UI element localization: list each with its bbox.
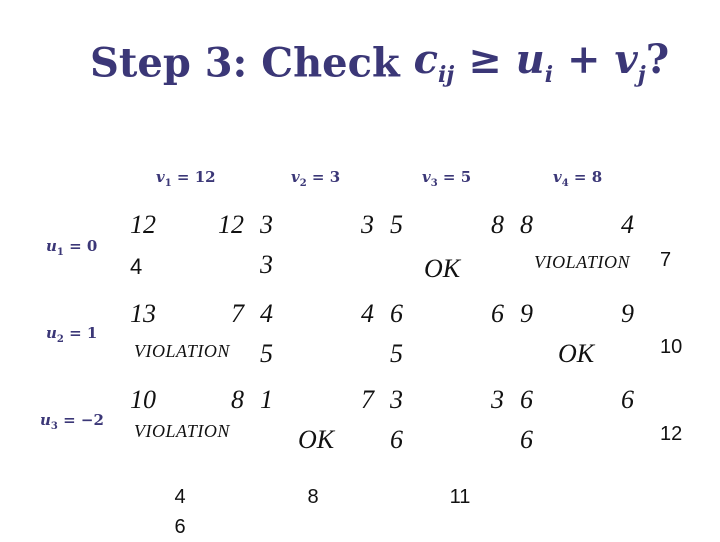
title-u-sub: i — [544, 62, 554, 88]
u3-val: = −2 — [57, 411, 104, 429]
u2-label — [46, 324, 97, 345]
ui-vj-sum: 6 — [621, 385, 634, 414]
u2-sub: 2 — [56, 334, 64, 345]
cell-r3-c1 — [122, 383, 252, 469]
cell-r2-c2 — [252, 297, 382, 383]
allocation: 6 — [390, 425, 403, 454]
cost: 3 — [260, 210, 273, 239]
cost: 1 — [260, 385, 273, 414]
v2-val: = 3 — [306, 168, 341, 186]
allocation: 6 — [520, 425, 533, 454]
cell-r1-c1 — [122, 208, 252, 294]
supply-row2: 10 — [660, 336, 683, 358]
demand-col1 — [165, 482, 195, 542]
v4-sub: 4 — [561, 178, 569, 189]
v2-sym: v — [291, 168, 300, 186]
v2-label — [291, 168, 340, 189]
v3-val: = 5 — [437, 168, 472, 186]
title-v-sub: j — [637, 62, 646, 88]
v1-label — [156, 168, 216, 189]
ok-status: OK — [298, 425, 335, 454]
u2-val: = 1 — [63, 324, 98, 342]
ui-vj-sum: 4 — [621, 210, 634, 239]
cost: 6 — [520, 385, 533, 414]
title-prefix: Step 3: Check — [90, 39, 414, 87]
v1-val: = 12 — [171, 168, 216, 186]
ui-vj-sum: 7 — [231, 299, 244, 328]
ui-vj-sum: 8 — [491, 210, 504, 239]
supply-row1: 7 — [660, 249, 672, 271]
u3-label — [40, 411, 104, 432]
cost: 4 — [260, 299, 273, 328]
u1-sub: 1 — [56, 247, 64, 258]
cost: 6 — [390, 299, 403, 328]
v4-label — [553, 168, 602, 189]
cell-r3-c2 — [252, 383, 382, 469]
cell-r2-c4 — [512, 297, 642, 383]
cost: 3 — [390, 385, 403, 414]
violation-status: VIOLATION — [134, 341, 230, 361]
demand-col1-a: 4 — [174, 486, 186, 508]
title-suffix: ? — [645, 36, 670, 83]
violation-status: VIOLATION — [134, 421, 230, 441]
v1-sym: v — [156, 168, 165, 186]
cell-r2-c3 — [382, 297, 512, 383]
cost: 8 — [520, 210, 533, 239]
ui-vj-sum: 6 — [491, 299, 504, 328]
allocation: 5 — [390, 339, 403, 368]
allocation: 5 — [260, 339, 273, 368]
v4-sym: v — [553, 168, 562, 186]
title-u-sym: u — [515, 36, 545, 83]
title-v-sym: v — [614, 36, 638, 83]
cell-r1-c3 — [382, 208, 512, 294]
v4-val: = 8 — [568, 168, 603, 186]
title-c-sym: c — [413, 36, 438, 83]
v3-label — [422, 168, 471, 189]
title-v — [614, 36, 646, 88]
slide-title — [90, 36, 690, 96]
ui-vj-sum: 12 — [218, 210, 244, 239]
cost: 13 — [130, 299, 156, 328]
ok-status: OK — [424, 254, 461, 283]
violation-status: VIOLATION — [534, 252, 630, 272]
v3-sym: v — [422, 168, 431, 186]
demand-col2: 8 — [307, 486, 319, 508]
ui-vj-sum: 3 — [491, 385, 504, 414]
v1-sub: 1 — [164, 178, 172, 189]
ui-vj-sum: 8 — [231, 385, 244, 414]
ui-vj-sum: 9 — [621, 299, 634, 328]
cell-r1-c4 — [512, 208, 642, 294]
demand-col1-b: 6 — [174, 516, 186, 538]
allocation: 4 — [130, 254, 143, 279]
cost: 12 — [130, 210, 156, 239]
title-geq: ≥ — [454, 36, 516, 83]
cost: 5 — [390, 210, 403, 239]
supply-row3: 12 — [660, 423, 683, 445]
title-c-sub: ij — [437, 62, 455, 88]
ui-vj-sum: 4 — [361, 299, 374, 328]
cost: 10 — [130, 385, 156, 414]
cell-r3-c4 — [512, 383, 642, 469]
v2-sub: 2 — [299, 178, 307, 189]
ok-status: OK — [558, 339, 595, 368]
ui-vj-sum: 3 — [361, 210, 374, 239]
u3-sub: 3 — [50, 421, 58, 432]
ui-vj-sum: 7 — [361, 385, 374, 414]
u1-label — [46, 237, 97, 258]
cost: 9 — [520, 299, 533, 328]
demand-col3: 11 — [449, 486, 471, 508]
u1-val: = 0 — [63, 237, 98, 255]
u2-sym: u — [46, 324, 57, 342]
cell-r3-c3 — [382, 383, 512, 469]
cell-r1-c2 — [252, 208, 382, 294]
u3-sym: u — [40, 411, 51, 429]
u1-sym: u — [46, 237, 57, 255]
allocation: 3 — [260, 250, 273, 279]
title-u — [515, 36, 554, 88]
title-plus: + — [553, 36, 615, 83]
cell-r2-c1 — [122, 297, 252, 383]
v3-sub: 3 — [430, 178, 438, 189]
title-c — [413, 36, 455, 88]
